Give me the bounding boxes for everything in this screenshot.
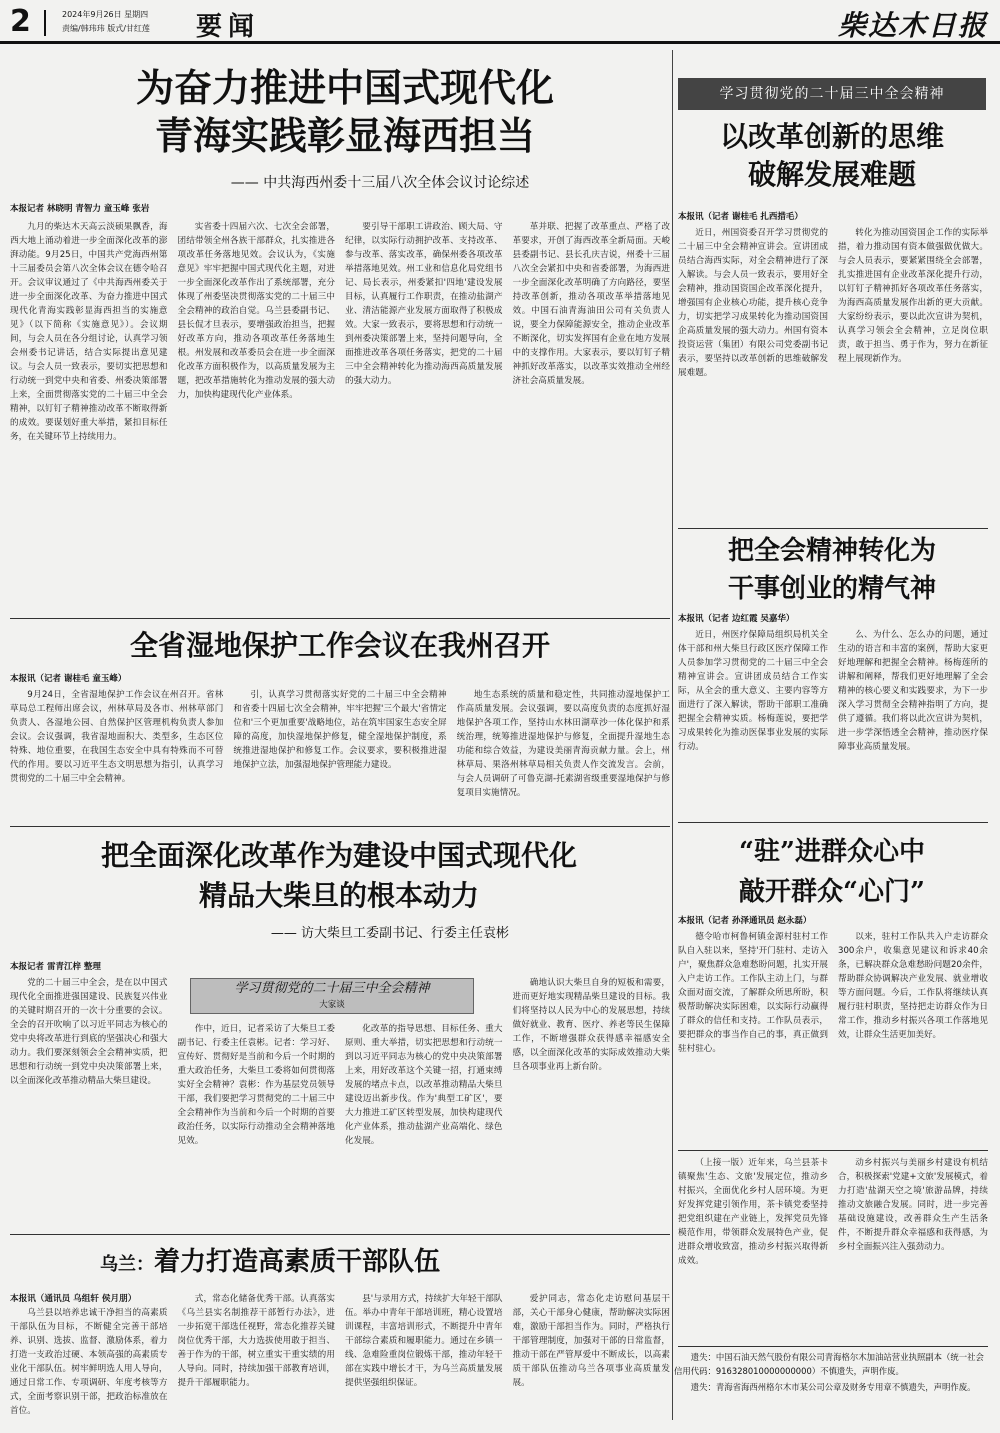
- article2-body: [678, 226, 988, 521]
- article6-byline: 本报讯（记者 孙泽通讯员 赵永磊）: [678, 916, 812, 926]
- article2-column: [678, 226, 828, 521]
- article7-column: [10, 1292, 168, 1422]
- paragraph: 实省委十四届六次、七次全会部署，团结带领全州各族干部群众，扎实推进各项改革任务落地见效。会议认为，《实施意见》牢牢把握中国式现代化主题，对进一步全面深化改革作出了系统部署，充分体现了州委坚决贯彻落实党的二十届三中全会精神的政治自觉。乌兰县委副书记、县长侃才旦表示，要增强政治担当，把握好改革方向，推动各项改革任务落地生根。州发展和改革委员会在进一步全面深化改革方面积极作为，以高质量发展为主题，把改革措施转化为推动发展的强大动力，加快构建现代化产业体系。: [177, 222, 335, 400]
- divider: [10, 618, 670, 619]
- issue-meta: [62, 8, 150, 36]
- article3-byline: 本报讯（记者 边红霞 吴嘉华）: [678, 614, 795, 624]
- paragraph: 县'与录用方式，持续扩大年轻干部队伍。举办中青年干部培训班，精心设置培训课程，丰富培训形式，不断提升中青年干部综合素质和履职能力。通过在乡镇一线、急难险重岗位锻炼干部，推动年轻干部在实践中增长才干，为乌兰高质量发展提供坚强组织保证。: [345, 1294, 503, 1388]
- notice-item: 遗失：中国石油天然气股份有限公司青海格尔木加油站营业执照副本（统一社会信用代码：916328010000000000）不慎遗失，声明作废。: [674, 1352, 984, 1376]
- paragraph: 确地认识大柴旦自身的短板和需要，进而更好地实现精品柴旦建设的目标。我们将坚持以人民为中心的发展思想，持续做好就业、教育、医疗、养老等民生保障工作，不断增强群众获得感幸福感安全感，以全面深化改革的实际成效推动大柴旦各项事业再上新台阶。: [512, 978, 670, 1072]
- article2-banner: 学习贯彻党的二十届三中全会精神: [678, 78, 986, 110]
- date-line: 2024年9月26日 星期四: [62, 10, 149, 19]
- article7-column: [178, 1292, 336, 1422]
- article1-column: [178, 220, 336, 610]
- article3-headline-line1: 把全会精神转化为: [727, 536, 936, 566]
- article5-subheadline: —— 访大柴旦工委副书记、行委主任袁彬: [270, 926, 510, 941]
- article5-column: [513, 976, 671, 1228]
- article3-body: [678, 628, 988, 816]
- article7-column: [345, 1292, 503, 1422]
- article7-headline[interactable]: [100, 1240, 580, 1287]
- divider: [678, 1346, 988, 1347]
- article5-headline-line1: 把全面深化改革作为建设中国式现代化: [100, 839, 577, 872]
- section-title: 要闻: [196, 12, 261, 42]
- paragraph: （上接一版）近年来，乌兰县茶卡镇聚焦'生态、文旅'发展定位，推动乡村振兴，全面优化乡村人居环境。为更好发挥党建引领作用，茶卡镇党委坚持把党组织建在产业链上，发挥党员先锋模范作用，带领群众发展特色产业，促进群众增收致富，推动乡村振兴取得新成效。: [678, 1158, 828, 1266]
- paragraph: 式，常态化储备优秀干部。认真落实《乌兰县实名制推荐干部暂行办法》，进一步拓宽干部选任视野，常态化推荐关键岗位优秀干部，大力选拔使用敢于担当、善于作为的干部，树立重实干重实绩的用人导向。同时，持续加强干部教育培训，提升干部履职能力。: [177, 1294, 335, 1388]
- article6-column: [678, 1156, 828, 1342]
- paragraph: 9月24日，全省湿地保护工作会议在州召开。省林草局总工程师出席会议，州林草局及各市、州林草部门负责人、各湿地公园、自然保护区管理机构负责人参加会议。会议强调，我省湿地面积大、类型多，生态区位特殊、地位重要，在我国生态安全中具有特殊而不可替代的作用。要以习近平生态文明思想为指引，认真学习贯彻党的二十届三中全会精神。: [10, 690, 224, 784]
- article1-subheadline: —— 中共海西州委十三届八次全体会议讨论综述: [230, 175, 530, 191]
- paragraph: 化改革的指导思想、目标任务、重大原则、重大举措，切实把思想和行动统一到以习近平同志为核心的党中央决策部署上来，用好改革这个关键一招，打通束缚发展的堵点卡点，以改革推动精品大柴旦建设迈出新步伐。作为'典型工矿区'，要大力推进工矿区转型发展，加快构建现代化产业体系，推动盐湖产业高端化、绿色化发展。: [345, 1024, 503, 1146]
- column-divider: [672, 50, 673, 1420]
- article4-column: [233, 688, 446, 820]
- article2-headline[interactable]: [678, 118, 986, 194]
- article3-column: [678, 628, 828, 816]
- article6-headline[interactable]: [678, 832, 986, 912]
- page-number: 2: [10, 4, 31, 39]
- article7-headline-prefix: 乌兰：: [100, 1254, 154, 1275]
- paragraph: 九月的柴达木天高云淡硕果飘香，海西大地上涌动着进一步全面深化改革的澎湃动能。9月25日，中国共产党海西州第十三届委员会第八次全体会议在德令哈召开。会议审议通过了《中共海西州委关于进一步全面深化改革、为奋力推进中国式现代化青海实践彰显海西担当的实施意见》（以下简称《实施意见》）。会议期间，与会人员在各分组讨论，认真学习领会州委书记讲话，结合实际提出意见建议。与会人员一致表示，要切实把思想和行动统一到党中央和省委、州委决策部署上来，全面贯彻落实党的二十届三中全会精神，以钉钉子精神推动改革不断取得新的成效。要谋划好重大举措，紧扣目标任务，在关键环节上持续用力。: [10, 222, 168, 442]
- article5-column: [178, 976, 336, 1228]
- paragraph: 革并联、把握了改革重点、严格了改革要求，开创了海西改革全新局面。天峻县委副书记、县长孔庆吉说，州委十三届八次全会紧扣中央和省委部署，为海西进一步全面深化改革明确了方向路径，要坚持改革创新，推动各项改革举措落地见效。中国石油青海油田公司有关负责人说，要全力保障能源安全，推动企业改革不断深化，切实发挥国有企业在地方发展中的支撑作用。大家表示，要以钉钉子精神抓好改革落实，以改革实效推动全州经济社会高质量发展。: [512, 222, 670, 386]
- divider: [678, 528, 988, 529]
- paragraph: 乌兰县以培养忠诚干净担当的高素质干部队伍为目标，不断健全完善干部培养、识别、选拔、监督、激励体系，着力打造一支政治过硬、本领高强的高素质专业化干部队伍。树牢鲜明选人用人导向，通过日常工作、专项调研、年度考核等方式，全面考察识别干部，把政治标准放在首位。: [10, 1308, 168, 1416]
- paragraph: 以来，驻村工作队共入户走访群众300余户，收集意见建议和诉求40余条，已解决群众急难愁盼问题20余件，帮助群众协调解决产业发展、就业增收等方面问题。今后，工作队将继续认真履行驻村职责，坚持把走访群众作为日常工作，推动乡村振兴各项工作落地见效，让群众生活更加美好。: [838, 932, 988, 1040]
- article2-headline-line1: 以改革创新的思维: [719, 120, 944, 153]
- article5-column: [10, 976, 168, 1228]
- paragraph: 党的二十届三中全会，是在以中国式现代化全面推进强国建设、民族复兴伟业的关键时期召开的一次十分重要的会议。全会的召开吹响了以习近平同志为核心的党中央将改革进行到底的坚强决心和强大动力。我们要深刻领会全会精神实质，把思想和行动统一到党中央决策部署上来，以全面深化改革推动精品大柴旦建设。: [10, 978, 168, 1086]
- article2-byline: 本报讯（记者 谢桂毛 扎西措毛）: [678, 212, 803, 222]
- article1-column: [345, 220, 503, 610]
- article5-byline: 本报记者 雷青江梓 整理: [10, 962, 101, 972]
- banner-title: 学习贯彻党的二十届三中全会精神: [234, 981, 430, 996]
- article2-headline-line2: 破解发展难题: [747, 158, 916, 191]
- article2-column: [838, 226, 988, 521]
- masthead: [0, 0, 1000, 44]
- divider: [10, 826, 670, 827]
- article3-headline-line2: 干事创业的精气神: [727, 574, 936, 604]
- newspaper-logo: 柴达木日报: [837, 9, 988, 42]
- paragraph: 爱护同志，常态化走访慰问基层干部，关心干部身心健康，帮助解决实际困难，激励干部担当作为。同时，严格执行干部管理制度，加强对干部的日常监督，推动干部在严管厚爱中不断成长，以高素质干部队伍推动乌兰各项事业高质量发展。: [512, 1294, 670, 1388]
- article6-column: [838, 1156, 988, 1342]
- article5-headline[interactable]: [14, 836, 664, 916]
- article1-body: [10, 220, 670, 610]
- article5-body: [10, 976, 670, 1228]
- article1-headline-line1: 为奋力推进中国式现代化: [135, 65, 554, 110]
- article5-headline-line2: 精品大柴旦的根本动力: [198, 879, 479, 912]
- article4-column: [457, 688, 670, 820]
- article6-column: [838, 930, 988, 1146]
- divider: [678, 1150, 988, 1151]
- article1-headline[interactable]: [20, 64, 670, 160]
- article4-body: [10, 688, 670, 820]
- article1-column: [513, 220, 671, 610]
- article3-column: [838, 628, 988, 816]
- paragraph: 作中，近日，记者采访了大柴旦工委副书记、行委主任袁彬。记者：学习好、宣传好、贯彻好是当前和今后一个时期的重大政治任务，大柴旦工委将如何贯彻落实好全会精神？袁彬：作为基层党员领导干部，我们要把学习贯彻党的二十届三中全会精神作为当前和今后一个时期的首要政治任务，以实际行动推动全会精神落地见效。: [177, 1024, 335, 1146]
- paragraph: 地生态系统的质量和稳定性，共同推动湿地保护工作高质量发展。会议强调，要以高度负责的态度抓好湿地保护各项工作，坚持山水林田湖草沙一体化保护和系统治理，统筹推进湿地保护与修复，全面提升湿地生态功能和综合效益，为建设美丽青海贡献力量。会上，州林草局、果洛州林草局相关负责人作交流发言。会前，与会人员调研了可鲁克湖-托素湖省级重要湿地保护与修复项目实施情况。: [456, 690, 670, 798]
- article4-headline[interactable]: 全省湿地保护工作会议在我州召开: [129, 629, 550, 662]
- banner-subtitle: 大家谈: [319, 1000, 345, 1010]
- divider: [10, 1234, 670, 1235]
- paragraph: 引，认真学习贯彻落实好党的二十届三中全会精神和省委十四届七次全会精神，牢牢把握'三个最大'省情定位和'三个更加重要'战略地位，站在筑牢国家生态安全屏障的高度，加快湿地保护修复，健全湿地保护制度，系统推进湿地保护和修复工作。会议要求，要积极推进湿地保护立法，加强湿地保护管理能力建设。: [233, 690, 447, 770]
- paragraph: 么、为什么、怎么办的问题，通过生动的语言和丰富的案例，帮助大家更好地理解和把握全会精神。杨梅莲所的讲解和阐释，帮我们更好地理解了全会精神的核心要义和实践要求，为下一步深入学习贯彻全会精神指明了方向，提供了遵循。我们将以此次宣讲为契机，进一步学深悟透全会精神，推动医疗保障事业高质量发展。: [838, 630, 988, 752]
- article7-byline: 本报讯（通讯员 乌组轩 侯月朋）: [10, 1294, 137, 1304]
- divider: [44, 10, 46, 36]
- article5-column: [345, 976, 503, 1228]
- article4-byline: 本报讯（记者 谢桂毛 童玉峰）: [10, 674, 127, 684]
- article7-body: [10, 1292, 670, 1422]
- article3-headline[interactable]: [678, 532, 986, 608]
- article6-body: [678, 930, 988, 1146]
- paragraph: 动乡村振兴与美丽乡村建设有机结合，积极探索'党建+文旅'发展模式，着力打造'盐湖天空之境'旅游品牌，持续推动文旅融合发展。同时，进一步完善基础设施建设，改善群众生产生活条件，不断提升群众幸福感和获得感，为乡村全面振兴注入强劲动力。: [838, 1158, 988, 1252]
- classified-notices: [674, 1350, 988, 1396]
- article6-column: [678, 930, 828, 1146]
- paragraph: 近日，州医疗保障局组织局机关全体干部和州大柴旦行政区医疗保障工作人员参加学习贯彻党的二十届三中全会精神宣讲会。宣讲团成员结合工作实际，从全会的重大意义、主要内容等方面进行了深入解读，帮助干部职工准确把握全会精神实质。杨梅莲说，要把学习成果转化为推动医保事业发展的实际行动。: [678, 630, 828, 752]
- divider: [678, 822, 988, 823]
- editors-line: 责编/韩玮玮 版式/甘红莲: [62, 24, 150, 33]
- notice-item: 遗失：青海省海西州格尔木市某公司公章及财务专用章不慎遗失，声明作废。: [690, 1382, 976, 1392]
- article1-column: [10, 220, 168, 610]
- article1-byline: 本报记者 林晓明 青智力 童玉峰 张岩: [10, 204, 150, 214]
- paragraph: 近日，州国资委召开学习贯彻党的二十届三中全会精神宣讲会。宣讲团成员结合海西实际，对全会精神进行了深入解读。与会人员一致表示，要用好全会精神，推动国资国企改革深化提升，增强国有企业核心功能，提升核心竞争力，切实把学习成果转化为推动国资国企高质量发展的强大动力。州国有资本投资运营（集团）有限公司党委副书记表示，要坚持以改革创新的思维破解发展难题。: [678, 228, 828, 378]
- paragraph: 要引导干部职工讲政治、顾大局、守纪律，以实际行动拥护改革、支持改革、参与改革、落实改革，确保州委各项改革举措落地见效。州工业和信息化局党组书记、局长表示，州委紧扣'四地'建设发展目标，认真履行工作职责，在推动盐湖产业、清洁能源产业发展方面取得了积极成效。大家一致表示，要将思想和行动统一到州委决策部署上来，坚持问题导向，全面推进改革各项任务落实，把党的二十届三中全会精神转化为推动海西高质量发展的强大动力。: [345, 222, 503, 386]
- article6-headline-line2: 敲开群众“心门”: [739, 877, 925, 907]
- article7-column: [513, 1292, 671, 1422]
- article6-continued-body: [678, 1156, 988, 1342]
- article6-headline-line1: “驻”进群众心中: [739, 837, 925, 867]
- paragraph: 德令哈市柯鲁柯镇金源村驻村工作队自入驻以来，坚持'开门驻村、走访入户'，聚焦群众急难愁盼问题，扎实开展入户走访工作。工作队主动上门，与群众面对面交流，了解群众所思所盼，积极帮助解决实际困难，以实际行动赢得了群众的信任和支持。工作队员表示，要把群众的事当作自己的事，真正做到驻村驻心。: [678, 932, 828, 1054]
- paragraph: 转化为推动国资国企工作的实际举措，着力推动国有资本做强做优做大。与会人员表示，要紧紧围绕全会部署，扎实推进国有企业改革深化提升行动，以钉钉子精神抓好各项改革任务落实，为海西高质量发展作出新的更大贡献。大家纷纷表示，要以此次宣讲为契机，认真学习领会全会精神，立足岗位职责，敢于担当、勇于作为，努力在新征程上展现新作为。: [838, 228, 988, 364]
- article4-column: [10, 688, 223, 820]
- article7-headline-text: 着力打造高素质干部队伍: [154, 1247, 441, 1277]
- article1-headline-line2: 青海实践彰显海西担当: [154, 113, 535, 158]
